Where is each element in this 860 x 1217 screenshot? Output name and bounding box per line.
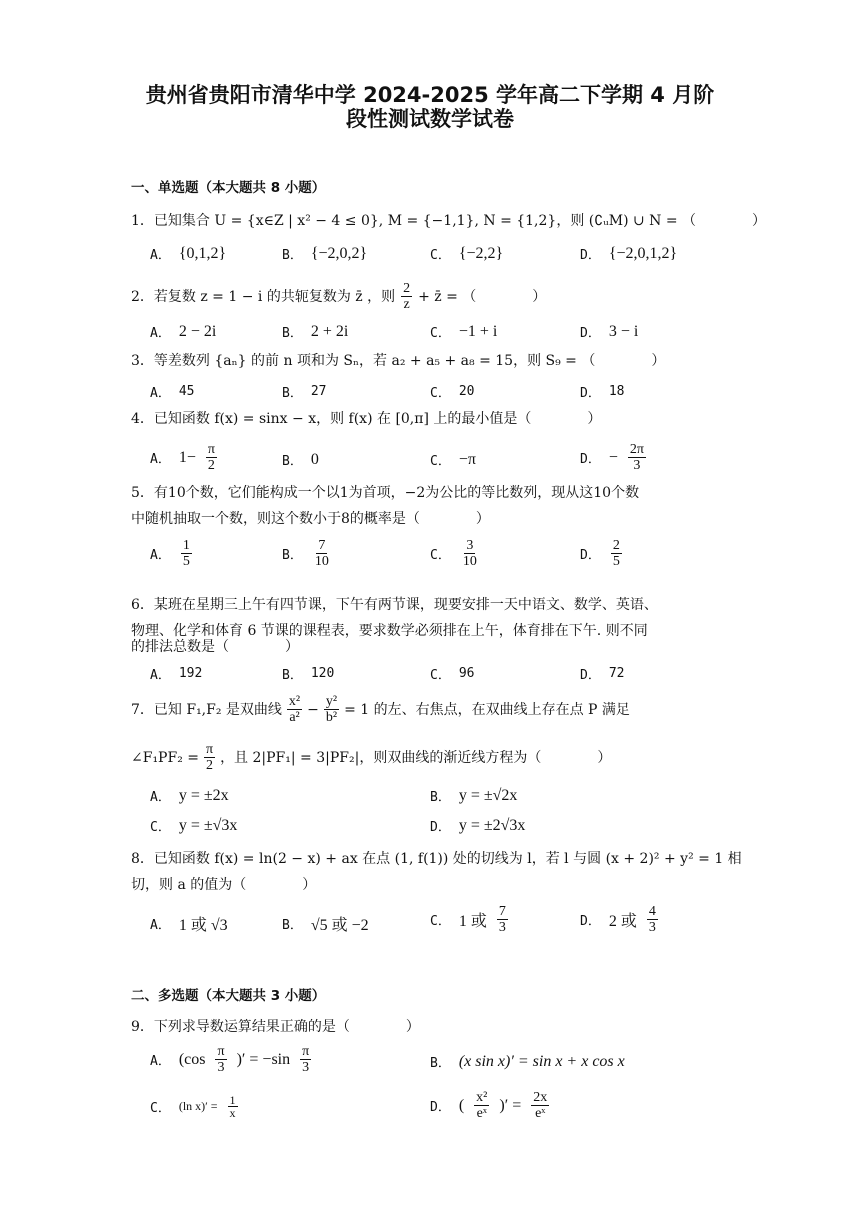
option-label: D． — [580, 248, 601, 263]
question-8-stem-line-2: 切，则 a 的值为（ ） — [131, 877, 317, 893]
denominator: 5 — [182, 554, 190, 569]
option-label: C． — [150, 820, 171, 835]
option-label: B． — [282, 386, 303, 401]
option-label: D． — [580, 548, 601, 563]
option-text: {0,1,2} — [178, 244, 227, 262]
option-text: 72 — [608, 666, 625, 681]
option-label: C． — [430, 386, 451, 401]
q8-option-a[interactable] — [150, 912, 228, 935]
option-label: D． — [580, 914, 601, 929]
option-text: √5 或 −2 — [310, 917, 369, 934]
q2-option-d[interactable] — [580, 322, 638, 341]
q5-option-a[interactable] — [150, 538, 194, 569]
option-label: D． — [580, 386, 601, 401]
option-part-a: ( — [458, 1096, 465, 1114]
numerator: y² — [325, 694, 338, 709]
q7-fraction-y — [324, 694, 339, 725]
option-text: y = ±√3x — [178, 816, 238, 834]
denominator: b² — [325, 710, 338, 725]
q5-option-b[interactable] — [282, 538, 333, 569]
option-label: D． — [580, 326, 601, 341]
option-fraction — [181, 538, 192, 569]
option-label: A． — [150, 918, 171, 933]
numerator: π — [207, 442, 215, 457]
q1-option-b[interactable] — [282, 244, 367, 263]
question-4-stem: 4．已知函数 f(x) = sinx − x，则 f(x) 在 [0,π] 上的最小值是（ ） — [131, 411, 602, 427]
option-text: 192 — [178, 666, 203, 681]
option-text: {−2,0,2} — [310, 244, 368, 262]
q9-option-d[interactable] — [430, 1090, 551, 1121]
option-label: D． — [580, 452, 601, 467]
q7-line2-part-a: ∠F₁PF₂ = — [131, 749, 199, 766]
option-text: y = ±√2x — [458, 786, 518, 804]
question-3-stem: 3．等差数列 {aₙ} 的前 n 项和为 Sₙ，若 a₂ + a₅ + a₈ = 15，则 S₉ = （ ） — [131, 353, 666, 369]
option-label: A． — [150, 452, 171, 467]
denominator: 3 — [498, 920, 506, 935]
numerator: π — [217, 1044, 225, 1059]
question-8-stem-line-1: 8．已知函数 f(x) = ln(2 − x) + ax 在点 (1, f(1)) 处的切线为 l，若 l 与圆 (x + 2)² + y² = 1 相 — [131, 851, 742, 867]
numerator: 2π — [629, 442, 644, 457]
option-text: 2 + 2i — [310, 322, 349, 340]
option-text: 27 — [310, 384, 327, 399]
question-6-stem-line-3: 的排法总数是（ ） — [131, 639, 299, 655]
question-6-stem-line-2: 物理、化学和体育 6 节课的课程表，要求数学必须排在上午，体育排在下午. 则不同 — [131, 623, 648, 639]
q2-stem-part-b: + z̄ = （ ） — [418, 288, 547, 305]
q7-minus: − — [307, 701, 319, 718]
option-text: 120 — [310, 666, 335, 681]
option-label: C． — [430, 248, 451, 263]
option-text: 3 − i — [608, 322, 639, 340]
denominator: 3 — [217, 1060, 225, 1075]
option-fraction — [647, 904, 658, 935]
denominator: 3 — [633, 458, 641, 473]
section-single-choice: 一、单选题（本大题共 8 小题） — [131, 180, 326, 196]
option-text: −1 + i — [458, 322, 498, 340]
q7-option-d[interactable] — [430, 816, 525, 835]
option-text: {−2,2} — [458, 244, 504, 262]
option-fraction-2 — [300, 1044, 311, 1075]
q9-option-c[interactable] — [150, 1094, 240, 1119]
option-fraction — [461, 538, 479, 569]
option-fraction-1 — [215, 1044, 226, 1075]
q2-stem-part-a: 2．若复数 z = 1 − i 的共轭复数为 z̄ ，则 — [131, 288, 396, 305]
option-label: D． — [430, 820, 451, 835]
q4-option-d[interactable] — [580, 442, 648, 473]
denominator: 3 — [648, 920, 656, 935]
denominator: eˣ — [535, 1106, 546, 1121]
exam-title-line-1: 贵州省贵阳市清华中学 2024-2025 学年高二下学期 4 月阶 — [145, 83, 715, 107]
q5-option-d[interactable] — [580, 538, 624, 569]
q2-option-b[interactable] — [282, 322, 348, 341]
denominator: eˣ — [476, 1106, 487, 1121]
q8-option-b[interactable] — [282, 912, 369, 935]
q7-option-c[interactable] — [150, 816, 237, 835]
q6-option-a[interactable] — [150, 664, 202, 683]
q2-option-c[interactable] — [430, 322, 497, 341]
option-label: D． — [430, 1100, 451, 1115]
option-fraction — [313, 538, 331, 569]
q4-option-a[interactable] — [150, 442, 219, 473]
q4-option-b[interactable] — [282, 450, 319, 469]
option-fraction — [628, 442, 646, 473]
option-text: {−2,0,1,2} — [608, 244, 678, 262]
q7-option-b[interactable] — [430, 786, 517, 805]
q1-option-a[interactable] — [150, 244, 226, 263]
question-5-stem-line-2: 中随机抽取一个数，则这个数小于8的概率是（ ） — [131, 511, 490, 527]
option-label: B． — [282, 248, 303, 263]
numerator: 7 — [498, 904, 506, 919]
q8-option-d[interactable] — [580, 904, 660, 935]
option-text: (x sin x)′ = sin x + x cos x — [458, 1052, 625, 1070]
option-text: 2 − 2i — [178, 322, 217, 340]
option-label: B． — [430, 1056, 451, 1071]
numerator: x² — [476, 1090, 488, 1105]
numerator: 7 — [318, 538, 326, 553]
numerator: 1 — [182, 538, 190, 553]
option-label: D． — [580, 668, 601, 683]
numerator: 2 — [612, 538, 620, 553]
exam-title-line-2: 段性测试数学试卷 — [346, 107, 514, 131]
q7-stem-part-b: = 1 的左、右焦点，在双曲线上存在点 P 满足 — [344, 701, 630, 718]
question-9-stem: 9．下列求导数运算结果正确的是（ ） — [131, 1019, 420, 1035]
option-part-a: (cos — [178, 1050, 206, 1068]
denominator: 2 — [207, 458, 215, 473]
denominator: x — [229, 1106, 236, 1120]
q7-line2-part-b: ，且 2|PF₁| = 3|PF₂|，则双曲线的渐近线方程为（ ） — [220, 749, 612, 766]
option-label: A． — [150, 386, 171, 401]
option-label: C． — [430, 454, 451, 469]
option-prefix: 1 或 — [458, 913, 487, 930]
option-label: C． — [430, 914, 451, 929]
numerator: 2x — [533, 1090, 548, 1105]
option-label: A． — [150, 668, 171, 683]
numerator: 4 — [648, 904, 656, 919]
option-text: 18 — [608, 384, 625, 399]
q7-line2-fraction — [204, 742, 215, 773]
option-label: C． — [430, 326, 451, 341]
numerator: 1 — [229, 1093, 236, 1107]
option-label: B． — [282, 668, 303, 683]
section-multiple-choice: 二、多选题（本大题共 3 小题） — [131, 988, 326, 1004]
option-label: B． — [282, 548, 303, 563]
question-2-stem — [131, 281, 731, 312]
q6-option-c[interactable] — [430, 664, 474, 683]
option-fraction — [228, 1094, 238, 1119]
q7-option-a[interactable] — [150, 786, 229, 805]
option-prefix: 2 或 — [608, 913, 637, 930]
question-7-stem-line-1 — [131, 694, 731, 725]
option-prefix: 1− — [178, 448, 196, 466]
denominator: 2 — [206, 758, 214, 773]
q2-option-a[interactable] — [150, 322, 216, 341]
q3-option-c[interactable] — [430, 382, 474, 401]
denominator: 5 — [612, 554, 620, 569]
option-label: B． — [430, 790, 451, 805]
option-label: C． — [430, 668, 451, 683]
option-text: 20 — [458, 384, 475, 399]
option-text: y = ±2√3x — [458, 816, 526, 834]
q4-option-c[interactable] — [430, 450, 476, 469]
option-label: B． — [282, 326, 303, 341]
option-label: A． — [150, 248, 171, 263]
q2-fraction — [401, 281, 412, 312]
question-5-stem-line-1: 5．有10个数，它们能构成一个以1为首项，−2为公比的等比数列，现从这10个数 — [131, 485, 640, 501]
option-text: −π — [458, 450, 476, 468]
question-6-stem-line-1: 6．某班在星期三上午有四节课，下午有两节课，现要安排一天中语文、数学、英语、 — [131, 597, 658, 613]
denominator: 3 — [302, 1060, 310, 1075]
numerator: π — [302, 1044, 310, 1059]
q1-option-d[interactable] — [580, 244, 677, 263]
option-label: A． — [150, 790, 171, 805]
option-label: B． — [282, 454, 303, 469]
q7-fraction-x — [287, 694, 302, 725]
option-fraction-1 — [474, 1090, 489, 1121]
option-label: A． — [150, 1054, 171, 1069]
denominator: 10 — [462, 554, 477, 569]
option-label: A． — [150, 548, 171, 563]
option-label: B． — [282, 918, 303, 933]
q6-option-d[interactable] — [580, 664, 624, 683]
q6-option-b[interactable] — [282, 664, 334, 683]
q7-stem-part-a: 7．已知 F₁,F₂ 是双曲线 — [131, 701, 282, 718]
numerator: π — [205, 742, 214, 757]
option-part-b: )′ = −sin — [236, 1050, 291, 1068]
option-text: 96 — [458, 666, 475, 681]
q3-option-a[interactable] — [150, 382, 194, 401]
q9-option-a[interactable] — [150, 1044, 313, 1075]
numerator: x² — [288, 694, 301, 709]
numerator: 3 — [466, 538, 474, 553]
q3-option-d[interactable] — [580, 382, 624, 401]
option-label: C． — [150, 1101, 171, 1116]
option-part-b: )′ = — [499, 1096, 522, 1114]
q3-option-b[interactable] — [282, 382, 326, 401]
option-fraction — [611, 538, 622, 569]
option-text: 1 或 √3 — [178, 917, 228, 934]
option-fraction-2 — [531, 1090, 549, 1121]
question-1-stem: 1．已知集合 U = {x∈Z | x² − 4 ≤ 0}, M = {−1,1}, N = {1,2}，则 (∁ᵤM) ∪ N = （ ） — [131, 213, 767, 229]
denominator: 10 — [314, 554, 329, 569]
option-prefix: − — [608, 448, 618, 466]
q8-option-c[interactable] — [430, 904, 510, 935]
option-text: 45 — [178, 384, 195, 399]
option-text: y = ±2x — [178, 786, 229, 804]
option-label: A． — [150, 326, 171, 341]
q1-option-c[interactable] — [430, 244, 503, 263]
denominator: a² — [289, 710, 300, 725]
option-part-a: (ln x)′ = — [178, 1099, 218, 1113]
q5-option-c[interactable] — [430, 538, 481, 569]
denominator: z — [403, 297, 410, 312]
option-fraction — [206, 442, 217, 473]
option-label: C． — [430, 548, 451, 563]
option-text: 0 — [310, 450, 319, 468]
question-7-stem-line-2 — [131, 742, 731, 773]
q9-option-b[interactable] — [430, 1052, 625, 1071]
option-fraction — [497, 904, 508, 935]
numerator: 2 — [403, 281, 411, 296]
